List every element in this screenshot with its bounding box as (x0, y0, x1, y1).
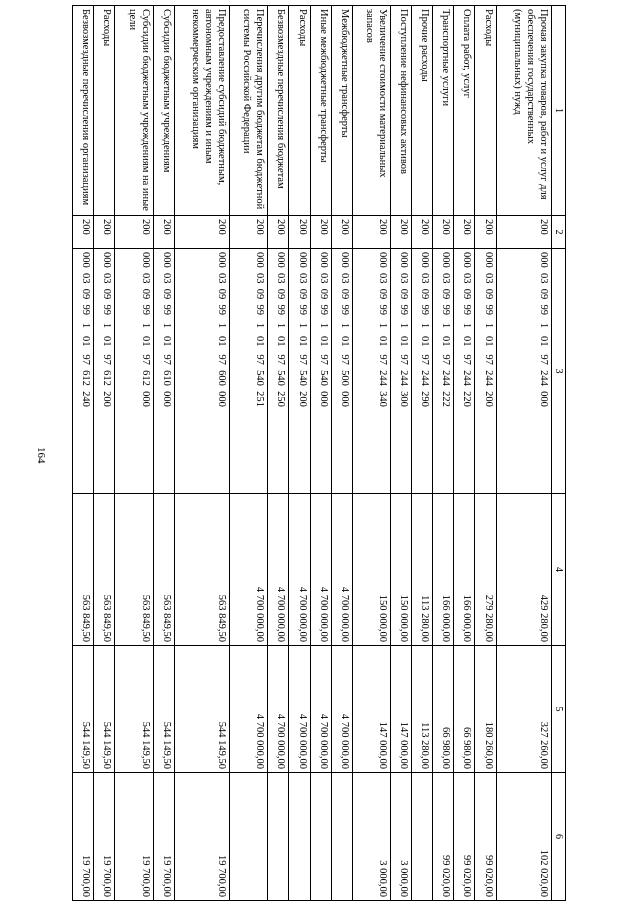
name-cell: Оплата работ, услуг (454, 6, 475, 216)
amount-remaining-cell (289, 773, 310, 901)
name-cell: Субсидии бюджетным учреждениям (153, 6, 174, 216)
amount-approved-cell: 563 849,50 (174, 494, 229, 646)
amount-approved-cell: 4 700 000,00 (230, 494, 268, 646)
header-cell: 6 (552, 773, 566, 901)
amount-executed-cell: 544 149,50 (174, 646, 229, 773)
amount-approved-cell: 563 849,50 (115, 494, 153, 646)
budget-code-cell: 000 03 09 99 1 01 97 244 290 (412, 249, 433, 494)
budget-code-cell: 000 03 09 99 1 01 97 244 222 (433, 249, 454, 494)
amount-remaining-cell: 99 020,00 (433, 773, 454, 901)
amount-remaining-cell (268, 773, 289, 901)
line-code-cell: 200 (412, 216, 433, 249)
page-number: 164 (35, 447, 47, 464)
amount-remaining-cell: 19 700,00 (73, 773, 94, 901)
amount-remaining-cell (412, 773, 433, 901)
line-code-cell: 200 (174, 216, 229, 249)
budget-code-cell: 000 03 09 99 1 01 97 244 220 (454, 249, 475, 494)
name-cell: Транспортные услуги (433, 6, 454, 216)
header-cell: 3 (552, 249, 566, 494)
name-cell: Увеличение стоимости материальных запасов (352, 6, 390, 216)
table-row (73, 6, 94, 901)
budget-code-cell: 000 03 09 99 1 01 97 610 000 (153, 249, 174, 494)
table-row (412, 6, 433, 901)
budget-code-cell: 000 03 09 99 1 01 97 540 000 (310, 249, 331, 494)
amount-approved-cell: 563 849,50 (153, 494, 174, 646)
table-row (310, 6, 331, 901)
amount-executed-cell: 4 700 000,00 (268, 646, 289, 773)
amount-remaining-cell: 19 700,00 (94, 773, 115, 901)
amount-remaining-cell (230, 773, 268, 901)
table-row (268, 6, 289, 901)
amount-executed-cell: 4 700 000,00 (230, 646, 268, 773)
line-code-cell: 200 (73, 216, 94, 249)
amount-executed-cell: 544 149,50 (153, 646, 174, 773)
table-body (73, 6, 566, 901)
amount-approved-cell: 150 000,00 (352, 494, 390, 646)
header-row (552, 6, 566, 901)
amount-executed-cell: 544 149,50 (73, 646, 94, 773)
amount-approved-cell: 429 280,00 (496, 494, 551, 646)
line-code-cell: 200 (352, 216, 390, 249)
name-cell: Расходы (94, 6, 115, 216)
table-row (391, 6, 412, 901)
amount-approved-cell: 4 700 000,00 (268, 494, 289, 646)
amount-remaining-cell (310, 773, 331, 901)
name-cell: Безвозмездные перечисления организациям (73, 6, 94, 216)
header-cell: 4 (552, 494, 566, 646)
table-row (475, 6, 496, 901)
budget-code-cell: 000 03 09 99 1 01 97 612 200 (94, 249, 115, 494)
name-cell: Прочие расходы (412, 6, 433, 216)
amount-remaining-cell: 19 700,00 (153, 773, 174, 901)
amount-approved-cell: 563 849,50 (94, 494, 115, 646)
amount-approved-cell: 113 280,00 (412, 494, 433, 646)
header-cell: 5 (552, 646, 566, 773)
name-cell: Безвозмездные перечисления бюджетам (268, 6, 289, 216)
amount-remaining-cell: 3 000,00 (352, 773, 390, 901)
table-row (115, 6, 153, 901)
amount-approved-cell: 563 849,50 (73, 494, 94, 646)
amount-approved-cell: 150 000,00 (391, 494, 412, 646)
name-cell: Межбюджетные трансферты (331, 6, 352, 216)
amount-executed-cell: 4 700 000,00 (289, 646, 310, 773)
table-row (352, 6, 390, 901)
line-code-cell: 200 (496, 216, 551, 249)
budget-table (72, 5, 566, 901)
amount-executed-cell: 66 980,00 (454, 646, 475, 773)
header-cell: 1 (552, 6, 566, 216)
name-cell: Прочая закупка товаров, работ и услуг для обеспечения государственных (муниципальных) нужд (496, 6, 551, 216)
amount-executed-cell: 147 000,00 (352, 646, 390, 773)
name-cell: Поступление нефинансовых активов (391, 6, 412, 216)
budget-code-cell: 000 03 09 99 1 01 97 244 200 (475, 249, 496, 494)
line-code-cell: 200 (115, 216, 153, 249)
budget-code-cell: 000 03 09 99 1 01 97 540 250 (268, 249, 289, 494)
table-row (454, 6, 475, 901)
amount-remaining-cell: 19 700,00 (115, 773, 153, 901)
budget-code-cell: 000 03 09 99 1 01 97 500 000 (331, 249, 352, 494)
amount-executed-cell: 66 980,00 (433, 646, 454, 773)
amount-approved-cell: 279 280,00 (475, 494, 496, 646)
table-row (331, 6, 352, 901)
line-code-cell: 200 (310, 216, 331, 249)
line-code-cell: 200 (391, 216, 412, 249)
budget-code-cell: 000 03 09 99 1 01 97 612 240 (73, 249, 94, 494)
amount-executed-cell: 180 260,00 (475, 646, 496, 773)
header-cell: 2 (552, 216, 566, 249)
amount-approved-cell: 4 700 000,00 (289, 494, 310, 646)
amount-executed-cell: 4 700 000,00 (310, 646, 331, 773)
name-cell: Перечисления другим бюджетам бюджетной системы Российской Федерации (230, 6, 268, 216)
amount-remaining-cell: 99 020,00 (454, 773, 475, 901)
amount-remaining-cell: 99 020,00 (475, 773, 496, 901)
amount-executed-cell: 4 700 000,00 (331, 646, 352, 773)
rotated-table-container (72, 5, 566, 900)
budget-code-cell: 000 03 09 99 1 01 97 540 200 (289, 249, 310, 494)
amount-remaining-cell: 19 700,00 (174, 773, 229, 901)
table-row (496, 6, 551, 901)
name-cell: Предоставление субсидий бюджетным, автономным учреждениям и иным некоммерческим организациям (174, 6, 229, 216)
budget-code-cell: 000 03 09 99 1 01 97 244 000 (496, 249, 551, 494)
table-row (230, 6, 268, 901)
line-code-cell: 200 (475, 216, 496, 249)
table-row (94, 6, 115, 901)
amount-approved-cell: 166 000,00 (433, 494, 454, 646)
budget-code-cell: 000 03 09 99 1 01 97 540 251 (230, 249, 268, 494)
line-code-cell: 200 (94, 216, 115, 249)
amount-approved-cell: 4 700 000,00 (331, 494, 352, 646)
amount-executed-cell: 544 149,50 (94, 646, 115, 773)
amount-executed-cell: 544 149,50 (115, 646, 153, 773)
amount-remaining-cell: 3 000,00 (391, 773, 412, 901)
amount-executed-cell: 147 000,00 (391, 646, 412, 773)
line-code-cell: 200 (230, 216, 268, 249)
amount-remaining-cell: 102 020,00 (496, 773, 551, 901)
name-cell: Расходы (289, 6, 310, 216)
line-code-cell: 200 (454, 216, 475, 249)
line-code-cell: 200 (289, 216, 310, 249)
table-row (433, 6, 454, 901)
amount-approved-cell: 166 000,00 (454, 494, 475, 646)
budget-code-cell: 000 03 09 99 1 01 97 244 300 (391, 249, 412, 494)
table-row (289, 6, 310, 901)
budget-code-cell: 000 03 09 99 1 01 97 612 000 (115, 249, 153, 494)
name-cell: Субсидии бюджетным учреждениям на иные цели (115, 6, 153, 216)
budget-code-cell: 000 03 09 99 1 01 97 600 000 (174, 249, 229, 494)
line-code-cell: 200 (433, 216, 454, 249)
amount-remaining-cell (331, 773, 352, 901)
line-code-cell: 200 (268, 216, 289, 249)
amount-approved-cell: 4 700 000,00 (310, 494, 331, 646)
budget-code-cell: 000 03 09 99 1 01 97 244 340 (352, 249, 390, 494)
line-code-cell: 200 (331, 216, 352, 249)
table-row (174, 6, 229, 901)
name-cell: Иные межбюджетные трансферты (310, 6, 331, 216)
amount-executed-cell: 327 260,00 (496, 646, 551, 773)
line-code-cell: 200 (153, 216, 174, 249)
name-cell: Расходы (475, 6, 496, 216)
table-row (153, 6, 174, 901)
amount-executed-cell: 113 280,00 (412, 646, 433, 773)
